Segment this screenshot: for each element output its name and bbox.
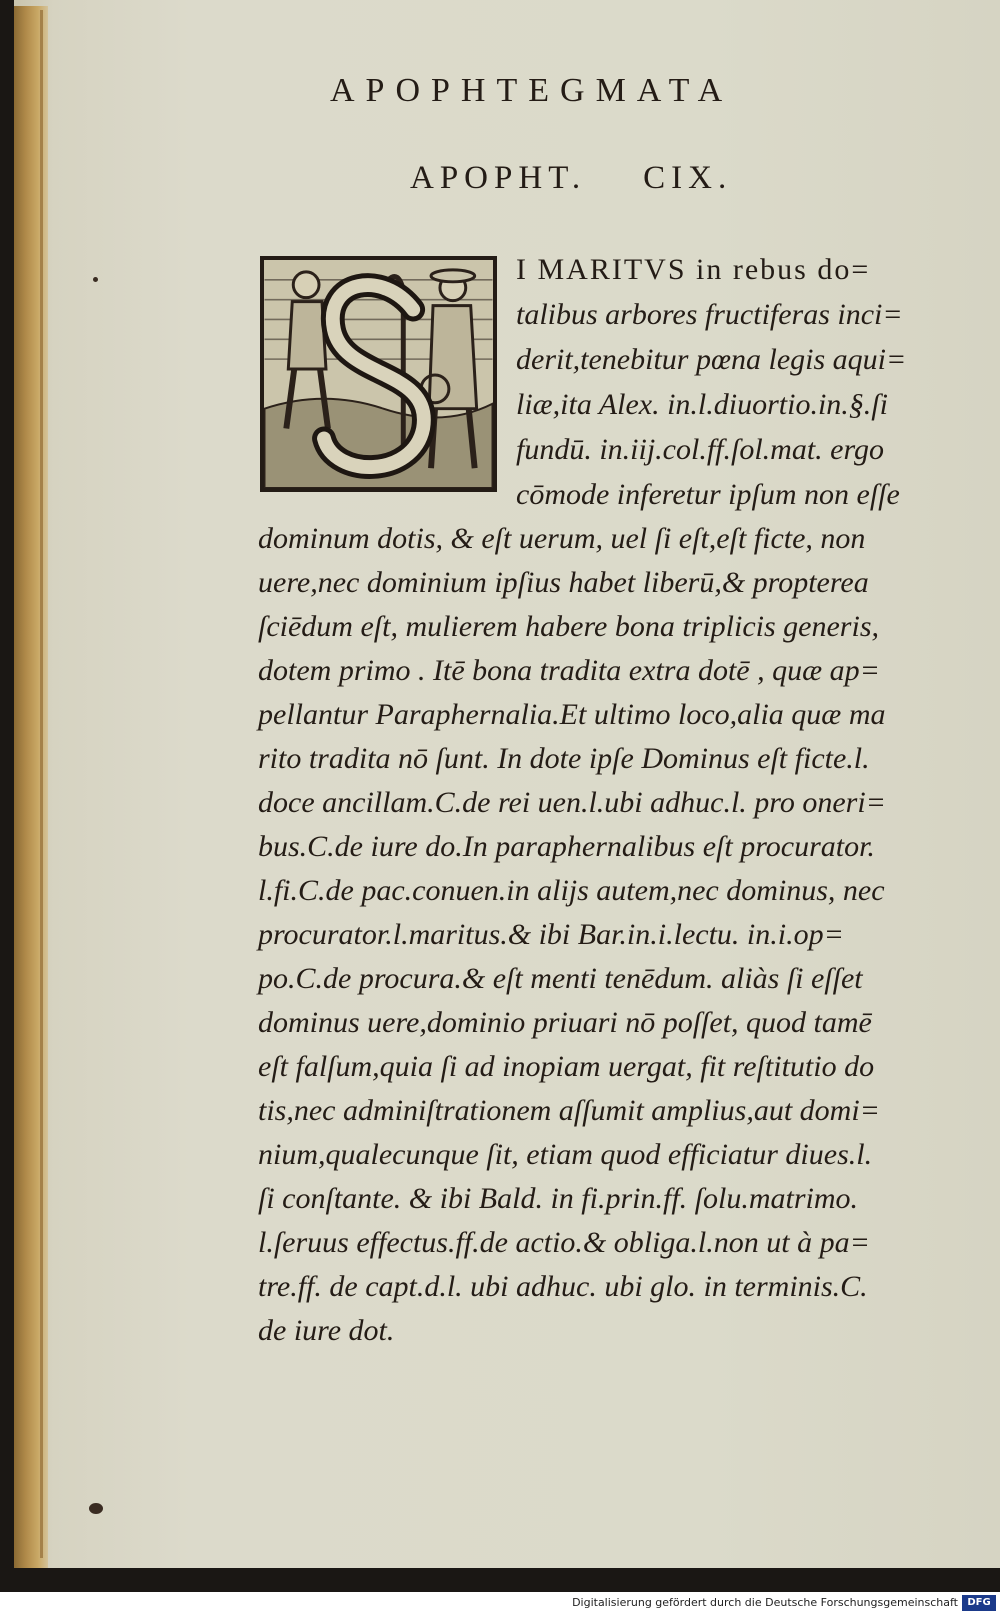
text-line: talibus arbores fructiferas inci= bbox=[516, 298, 903, 331]
text-line: nium,qualecunque ſit, etiam quod efficiatur diues.l. bbox=[258, 1138, 873, 1171]
text-line: tre.ff. de capt.d.l. ubi adhuc. ubi glo. in terminis.C. bbox=[258, 1270, 868, 1303]
text-line: dominum dotis, & eſt uerum, uel ſi eſt,eſt ficte, non bbox=[258, 522, 866, 555]
page-edge-line bbox=[40, 10, 43, 1558]
ink-spot bbox=[89, 1503, 103, 1514]
text-line: l.fi.C.de pac.conuen.in alijs autem,nec dominus, nec bbox=[258, 874, 885, 907]
text-line: rito tradita nō ſunt. In dote ipſe Dominus eſt ficte.l. bbox=[258, 742, 870, 775]
text-line: l.ſeruus effectus.ff.de actio.& obliga.l.non ut à pa= bbox=[258, 1226, 870, 1259]
text-line: fundū. in.iij.col.ff.ſol.mat. ergo bbox=[516, 433, 885, 466]
text-line: doce ancillam.C.de rei uen.l.ubi adhuc.l. pro oneri= bbox=[258, 786, 886, 819]
text-line: ſi conſtante. & ibi Bald. in fi.prin.ff. ſolu.matrimo. bbox=[258, 1182, 858, 1215]
text-line: eſt falſum,quia ſi ad inopiam uergat, fit reſtitutio do bbox=[258, 1050, 875, 1083]
dfg-logo: DFG bbox=[962, 1595, 996, 1611]
text-line: dominus uere,dominio priuari nō poſſet, quod tamē bbox=[258, 1006, 872, 1039]
text-line: cōmode inferetur ipſum non eſſe bbox=[516, 478, 900, 511]
apophthegm-title: APOPHT. CIX. bbox=[410, 160, 733, 196]
funding-notice: Digitalisierung gefördert durch die Deutsche Forschungsgemeinschaft bbox=[572, 1596, 958, 1609]
text-line: dotem primo . Itē bona tradita extra dotē , quæ ap= bbox=[258, 654, 880, 687]
text-line: liæ,ita Alex. in.l.diuortio.in.§.ſi bbox=[516, 388, 888, 421]
text-line: de iure dot. bbox=[258, 1314, 395, 1347]
text-line: derit,tenebitur pœna legis aqui= bbox=[516, 343, 907, 376]
woodcut-illustration bbox=[264, 260, 493, 488]
text-line: procurator.l.maritus.& ibi Bar.in.i.lectu. in.i.op= bbox=[258, 918, 844, 951]
text-line: I MARITVS in rebus do= bbox=[516, 253, 871, 286]
text-line: bus.C.de iure do.In paraphernalibus eſt procurator. bbox=[258, 830, 875, 863]
text-line: ſciēdum eſt, mulierem habere bona triplicis generis, bbox=[258, 610, 879, 643]
text-line: uere,nec dominium ipſius habet liberū,& propterea bbox=[258, 566, 869, 599]
text-line: pellantur Paraphernalia.Et ultimo loco,alia quæ ma bbox=[258, 698, 886, 731]
running-head: APOPHTEGMATA bbox=[330, 72, 734, 109]
woodcut-initial bbox=[260, 256, 497, 492]
text-line: po.C.de procura.& eſt menti tenēdum. aliàs ſi eſſet bbox=[258, 962, 863, 995]
ink-spot bbox=[93, 277, 98, 282]
text-line: tis,nec adminiſtrationem aſſumit amplius,aut domi= bbox=[258, 1094, 880, 1127]
